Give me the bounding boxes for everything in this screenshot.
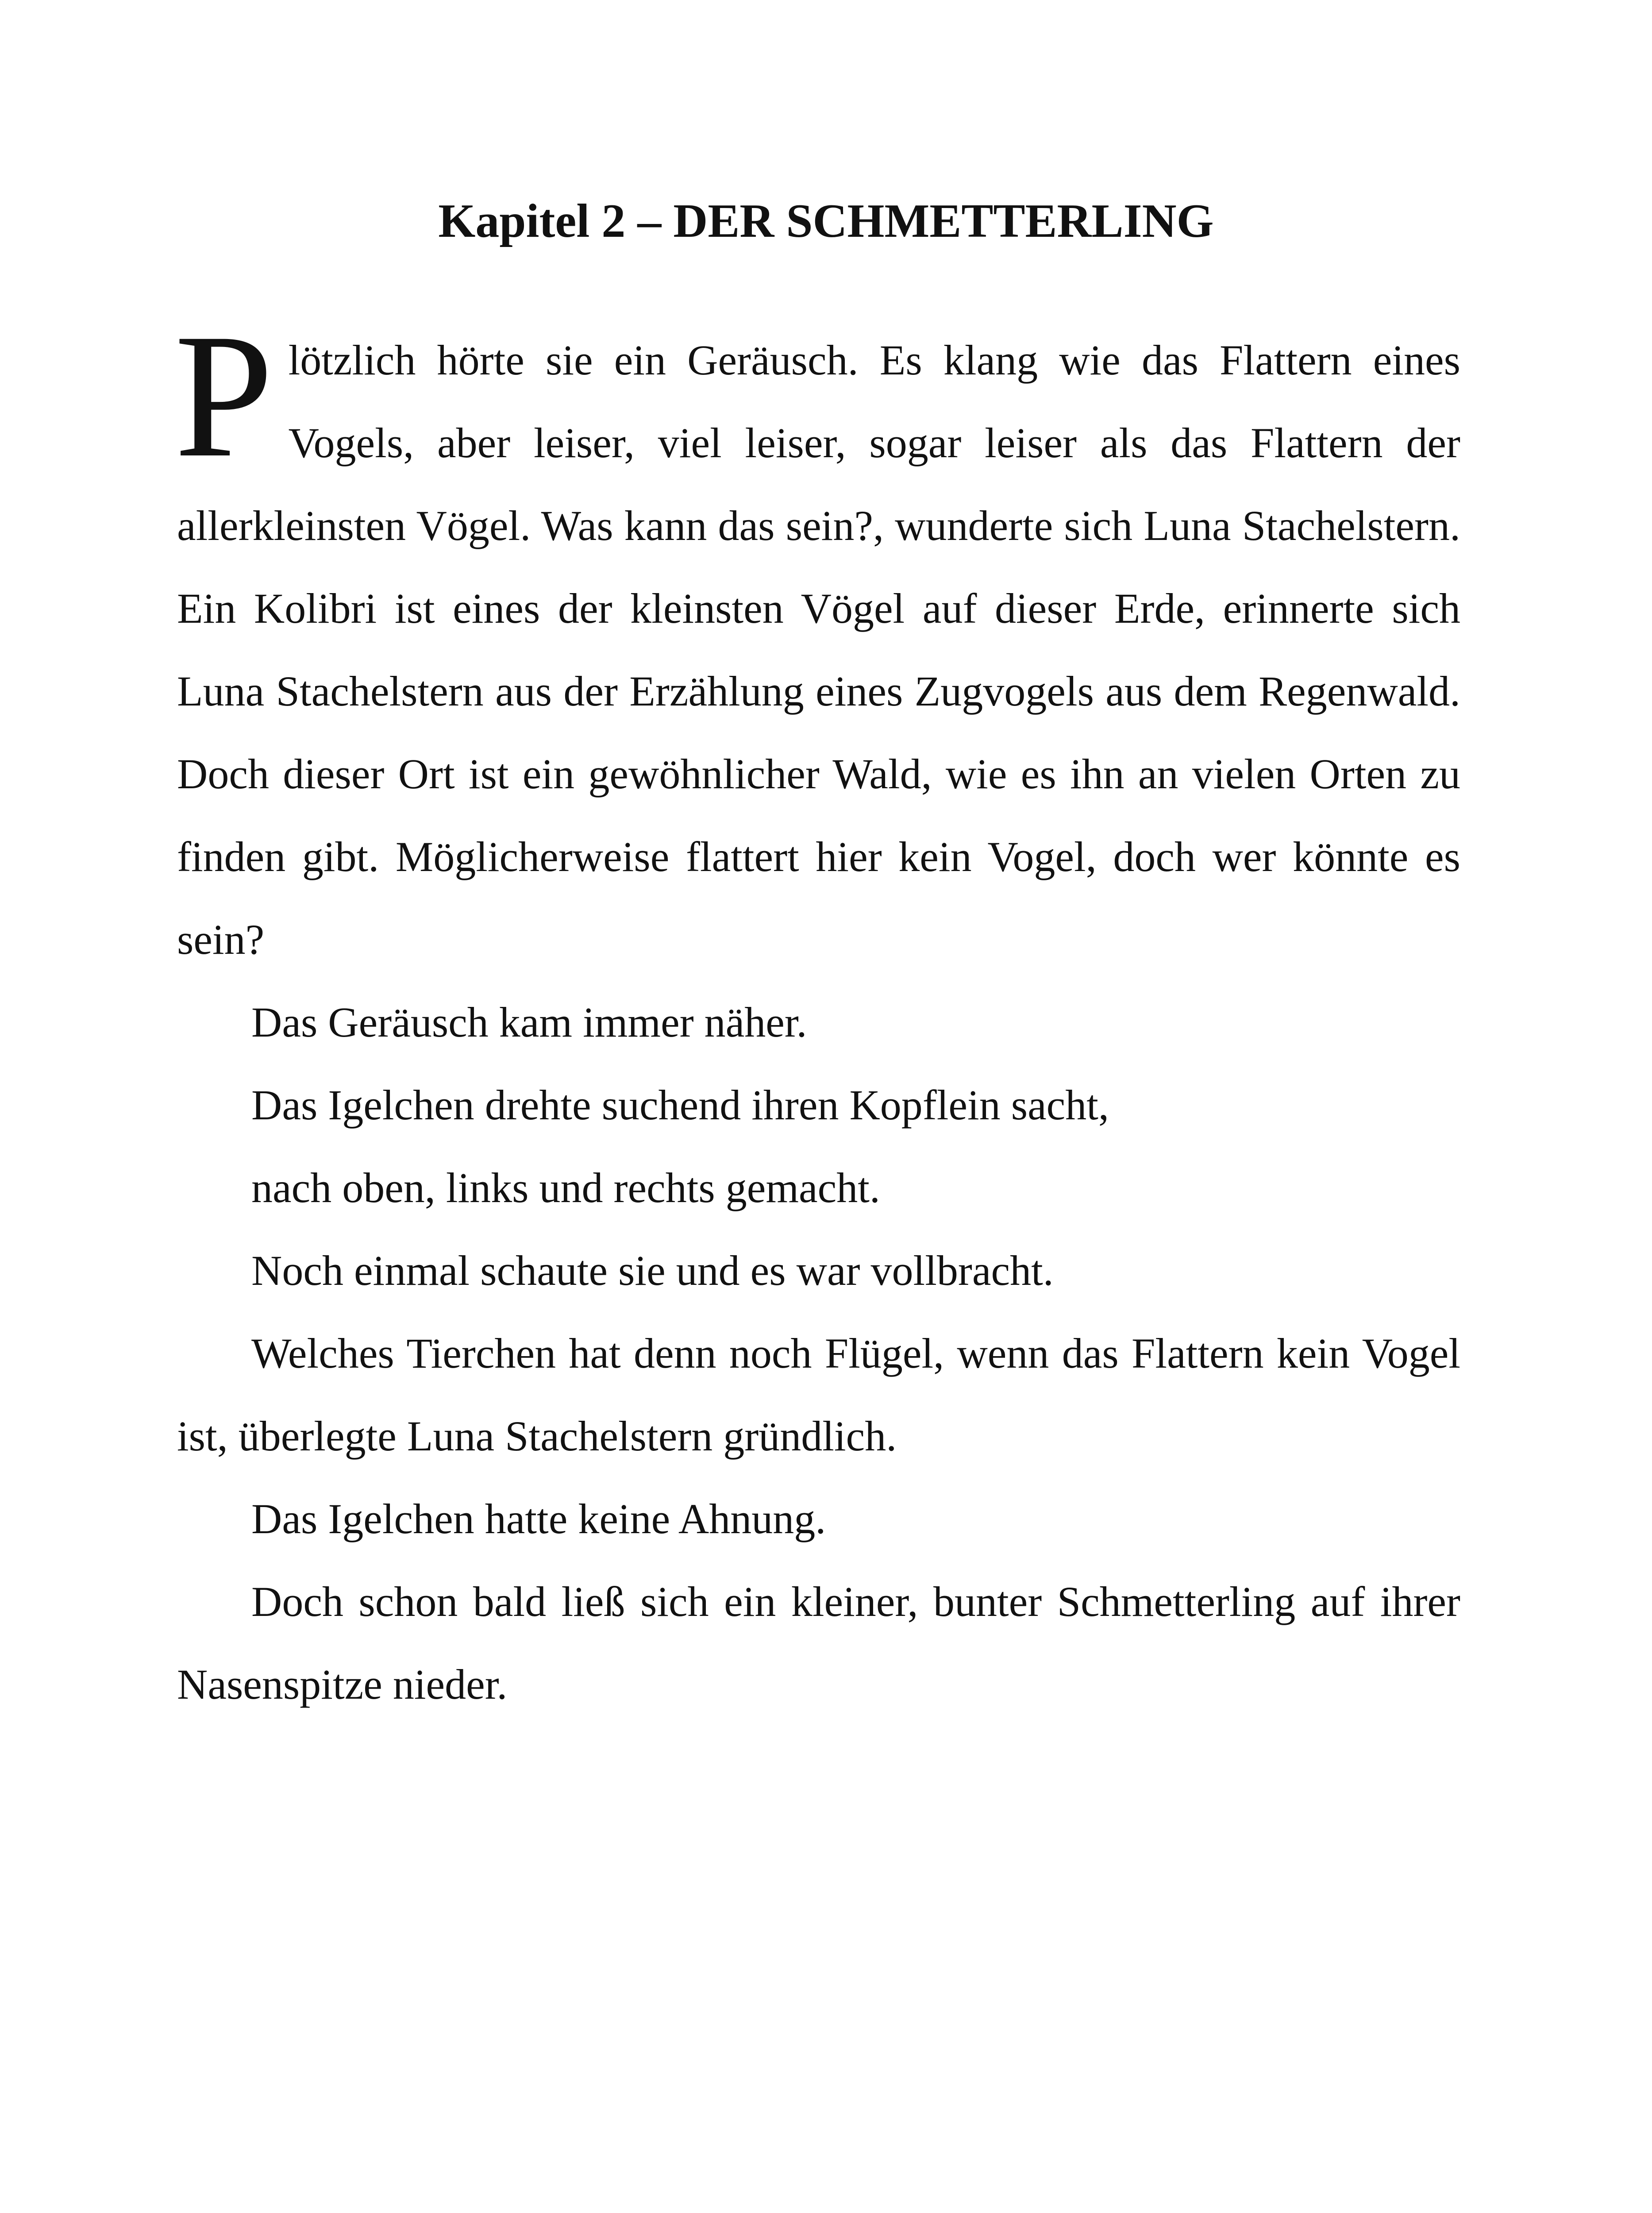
paragraph-6: Welches Tierchen hat denn noch Flügel, wenn das Flattern kein Vogel ist, überlegte Luna Stachelstern gründlich. bbox=[177, 1330, 1460, 1460]
drop-cap: P bbox=[174, 297, 273, 494]
paragraph-1-text: lötzlich hörte sie ein Geräusch. Es klang wie das Flattern eines Vogels, aber leiser, viel leiser, sogar leiser als das Flattern der allerkleinsten Vögel. Was kann das sein?, wunderte sich Luna Stachelstern. Ein Kolibri ist eines der kleinsten Vögel auf dieser Erde, erinnerte sich Luna Stachelstern aus der Erzählung eines Zugvogels aus dem Regenwald. Doch dieser Ort ist ein gewöhnlicher Wald, wie es ihn an vielen Orten zu finden gibt. Möglicherweise flattert hier kein Vogel, doch wer könnte es sein? bbox=[177, 336, 1460, 963]
paragraph-1 bbox=[174, 297, 1460, 981]
paragraph-8: Doch schon bald ließ sich ein kleiner, bunter Schmetterling auf ihrer Nasenspitze nieder. bbox=[177, 1578, 1460, 1708]
verse-line-3: Noch einmal schaute sie und es war vollbracht. bbox=[251, 1247, 1054, 1294]
paragraph-2: Das Geräusch kam immer näher. bbox=[251, 999, 807, 1046]
verse-line-2: nach oben, links und rechts gemacht. bbox=[251, 1164, 880, 1211]
verse-line-1: Das Igelchen drehte suchend ihren Kopflein sacht, bbox=[251, 1081, 1109, 1129]
chapter-title: Kapitel 2 – DER SCHMETTERLING bbox=[438, 195, 1214, 247]
paragraph-7: Das Igelchen hatte keine Ahnung. bbox=[251, 1495, 826, 1542]
chapter-body bbox=[174, 297, 1460, 1726]
